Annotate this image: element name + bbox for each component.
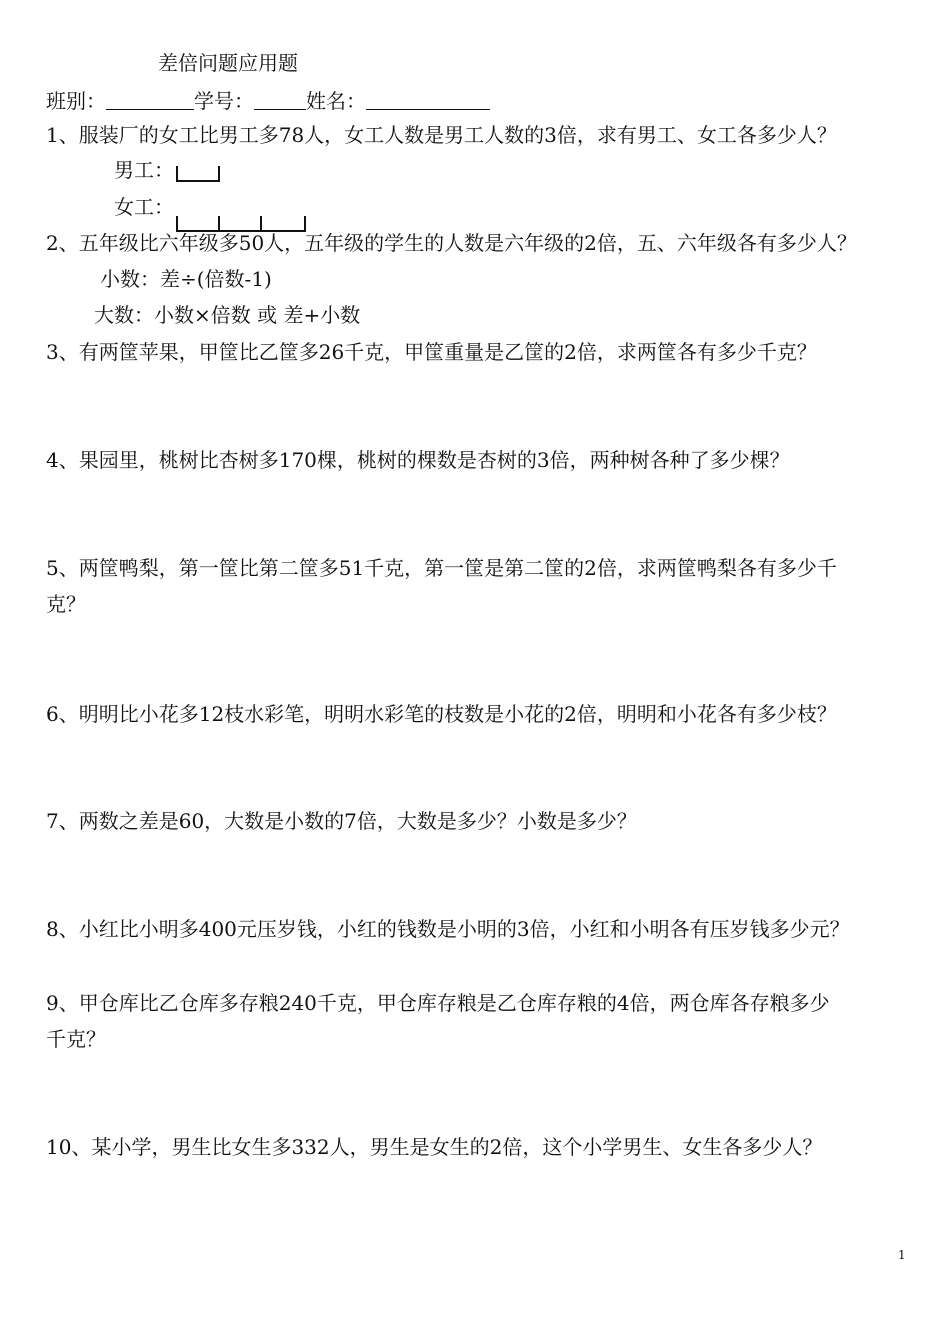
male-label: 男工：	[114, 158, 174, 182]
problem-8: 8、小红比小明多400元压岁钱，小红的钱数是小明的3倍，小红和小明各有压岁钱多少元？	[46, 917, 850, 941]
problem-9: 9、甲仓库比乙仓库多存粮240千克，甲仓库存粮是乙仓库存粮的4倍，两仓库各存粮多少	[46, 991, 830, 1015]
page-title: 差倍问题应用题	[158, 51, 298, 75]
number-label: 学号：	[194, 89, 254, 113]
female-segment-divider	[218, 216, 220, 230]
problem-4: 4、果园里，桃树比杏树多170棵，桃树的棵数是杏树的3倍，两种树各种了多少棵？	[46, 448, 790, 472]
problem-5: 5、两筐鸭梨，第一筐比第二筐多51千克，第一筐是第二筐的2倍，求两筐鸭梨各有多少千	[46, 556, 837, 580]
problem-6: 6、明明比小花多12枝水彩笔，明明水彩笔的枝数是小花的2倍，明明和小花各有多少枝？	[46, 702, 837, 726]
formula-small: 小数：差÷(倍数-1)	[100, 267, 272, 291]
problem-5-continuation: 克？	[46, 592, 86, 616]
class-blank[interactable]	[106, 89, 194, 110]
female-segment-divider	[260, 216, 262, 230]
problem-1: 1、服装厂的女工比男工多78人，女工人数是男工人数的3倍，求有男工、女工各多少人？	[46, 123, 837, 147]
problem-3: 3、有两筐苹果，甲筐比乙筐多26千克，甲筐重量是乙筐的2倍，求两筐各有多少千克？	[46, 340, 817, 364]
formula-large: 大数：小数×倍数 或 差+小数	[94, 303, 361, 327]
number-blank[interactable]	[254, 89, 306, 110]
male-segment	[176, 166, 220, 182]
class-label: 班别：	[46, 89, 106, 113]
name-label: 姓名：	[306, 89, 366, 113]
page-number: 1	[898, 1248, 906, 1262]
problem-10: 10、某小学，男生比女生多332人，男生是女生的2倍，这个小学男生、女生各多少人？	[46, 1135, 823, 1159]
problem-2: 2、五年级比六年级多50人，五年级的学生的人数是六年级的2倍，五、六年级各有多少人？	[46, 231, 857, 255]
problem-7: 7、两数之差是60，大数是小数的7倍，大数是多少？小数是多少？	[46, 809, 637, 833]
problem-9-continuation: 千克？	[46, 1027, 106, 1051]
female-label: 女工：	[114, 195, 174, 219]
name-blank[interactable]	[366, 89, 490, 110]
student-info-row	[46, 88, 490, 114]
